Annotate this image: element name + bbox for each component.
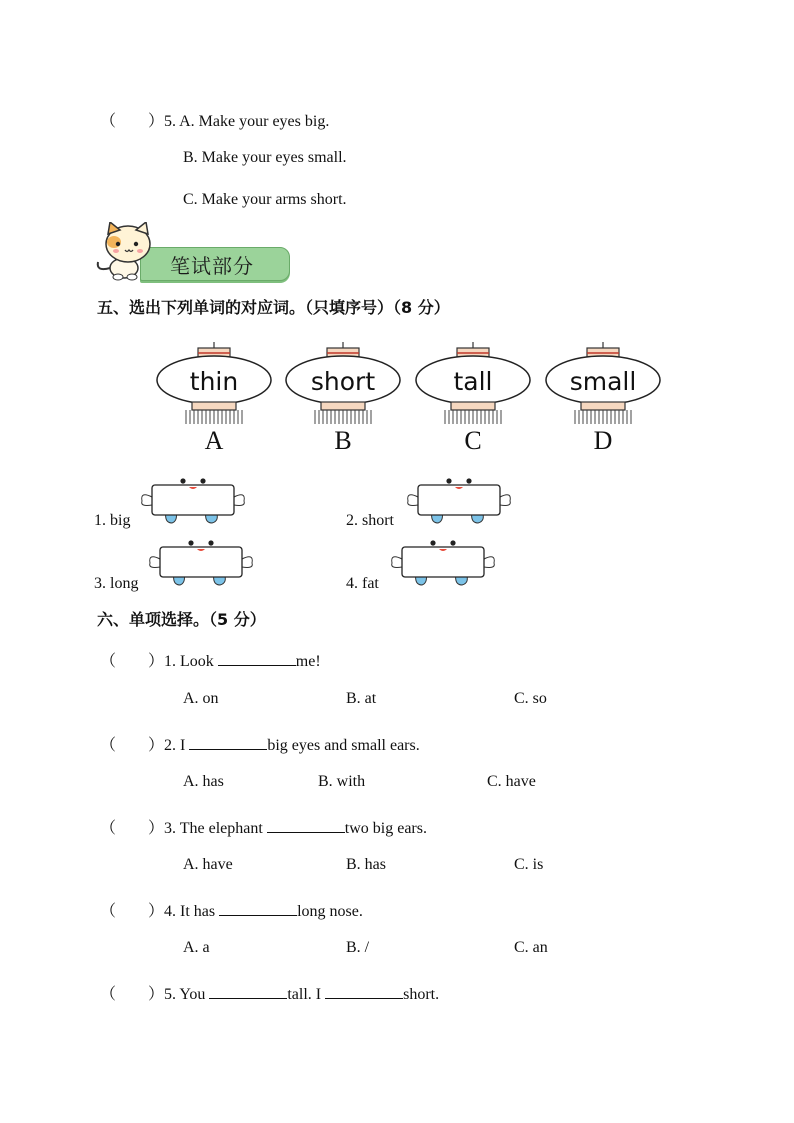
lantern-c xyxy=(415,342,533,462)
lantern-letter: A xyxy=(204,426,224,455)
answer-box-4[interactable] xyxy=(388,536,498,592)
option-b: B. Make your eyes small. xyxy=(183,149,347,166)
question-2 xyxy=(100,732,420,755)
lantern-word: tall xyxy=(453,366,493,396)
answer-paren[interactable]: （ ） xyxy=(100,113,165,130)
q3-option-c: C. is xyxy=(514,856,544,873)
lantern-word: thin xyxy=(189,366,239,396)
answer-blank[interactable] xyxy=(218,651,296,666)
section5-title: 五、选出下列单词的对应词。（只填序号）（8 分） xyxy=(97,298,450,317)
q1-option-a: A. on xyxy=(183,690,219,707)
answer-blank[interactable] xyxy=(189,735,267,750)
question-stem-mid: tall. I xyxy=(287,986,326,1003)
listening-question-5 xyxy=(100,108,329,131)
q2-option-b: B. with xyxy=(318,773,366,790)
question-5 xyxy=(100,981,439,1004)
cat-mascot-icon xyxy=(92,222,162,282)
section6-title: 六、单项选择。（5 分） xyxy=(97,610,266,629)
question-stem-end: long nose. xyxy=(297,903,363,920)
answer-blank[interactable] xyxy=(219,901,297,916)
question-stem-end: two big ears. xyxy=(344,820,427,837)
q1-option-c: C. so xyxy=(514,690,547,707)
answer-box-3[interactable] xyxy=(146,536,256,592)
match-item-3: 3. long xyxy=(94,575,139,592)
q4-option-b: B. / xyxy=(346,939,370,956)
banner-label: 笔试部分 xyxy=(170,254,254,278)
lantern-a xyxy=(156,342,274,462)
q4-option-a: A. a xyxy=(183,939,210,956)
answer-paren[interactable]: （ ） xyxy=(100,820,165,837)
match-item-2: 2. short xyxy=(346,512,394,529)
question-stem-end: short. xyxy=(403,986,440,1003)
question-stem: 3. The elephant xyxy=(164,820,267,837)
answer-box-2[interactable] xyxy=(404,474,514,530)
q2-option-c: C. have xyxy=(487,773,536,790)
answer-paren[interactable]: （ ） xyxy=(100,986,165,1003)
question-stem: 5. You xyxy=(164,986,210,1003)
lantern-word: short xyxy=(310,366,376,396)
lantern-letter: C xyxy=(464,426,482,455)
question-stem: 4. It has xyxy=(164,903,220,920)
lantern-letter: B xyxy=(334,426,352,455)
answer-paren[interactable]: （ ） xyxy=(100,737,165,754)
answer-blank[interactable] xyxy=(209,984,287,999)
question-stem: 1. Look xyxy=(164,653,218,670)
answer-paren[interactable]: （ ） xyxy=(100,653,165,670)
q2-option-a: A. has xyxy=(183,773,224,790)
question-3 xyxy=(100,815,427,838)
match-item-4: 4. fat xyxy=(346,575,379,592)
lantern-d xyxy=(545,342,663,462)
answer-box-1[interactable] xyxy=(138,474,248,530)
option-a: A. Make your eyes big. xyxy=(179,113,330,130)
option-c: C. Make your arms short. xyxy=(183,191,347,208)
lantern-letter: D xyxy=(593,426,613,455)
q4-option-c: C. an xyxy=(514,939,548,956)
question-stem-end: me! xyxy=(295,653,321,670)
q1-option-b: B. at xyxy=(346,690,377,707)
lantern-word: small xyxy=(569,366,637,396)
answer-blank[interactable] xyxy=(325,984,403,999)
q3-option-b: B. has xyxy=(346,856,386,873)
question-1 xyxy=(100,648,321,671)
answer-blank[interactable] xyxy=(267,818,345,833)
question-stem-end: big eyes and small ears. xyxy=(267,737,420,754)
question-number: 5. xyxy=(164,113,176,130)
lantern-b xyxy=(285,342,403,462)
question-4 xyxy=(100,898,363,921)
question-stem: 2. I xyxy=(164,737,190,754)
answer-paren[interactable]: （ ） xyxy=(100,903,165,920)
match-item-1: 1. big xyxy=(94,512,131,529)
q3-option-a: A. have xyxy=(183,856,233,873)
